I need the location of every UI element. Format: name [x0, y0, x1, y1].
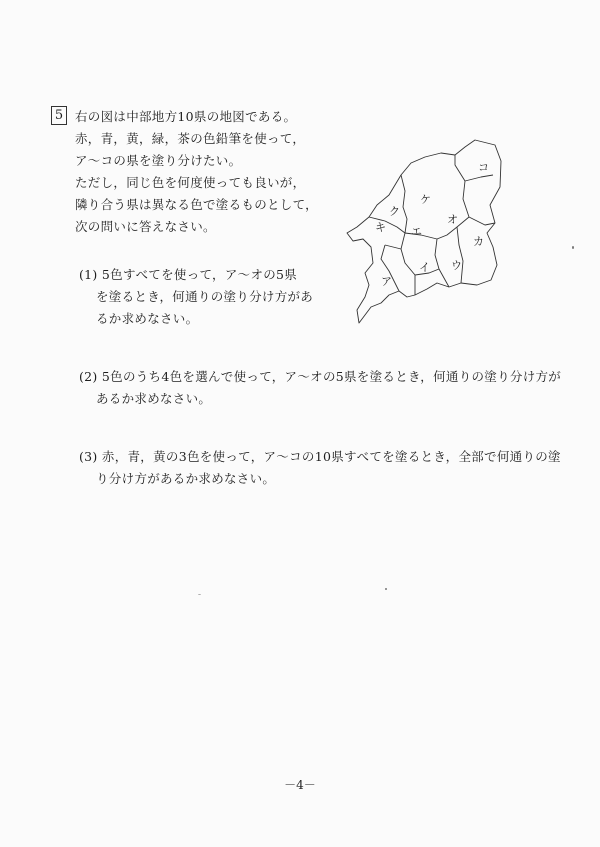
subquestion-1-line-3: るか求めなさい。	[96, 311, 199, 326]
map-label-ko: コ	[478, 161, 489, 174]
scan-speck	[198, 594, 201, 595]
map-label-u: ウ	[451, 259, 462, 272]
subquestion-3-label: (3)	[79, 449, 98, 464]
subquestion-2-line-2: あるか求めなさい。	[96, 391, 212, 406]
map-label-ka: カ	[473, 235, 484, 248]
intro-line-3: ア〜コの県を塗り分けたい。	[75, 153, 242, 168]
subquestion-2-text-1: 5色のうち4色を選んで使って，ア〜オの5県を塗るとき，何通りの塗り分け方が	[101, 369, 562, 384]
page-number: －4－	[284, 778, 316, 792]
subquestion-3-line-2: り分け方があるか求めなさい。	[96, 471, 276, 486]
intro-line-4: ただし，同じ色を何度使っても良いが，	[75, 175, 306, 190]
subquestion-1-label: (1)	[79, 267, 98, 282]
subquestion-2-line-1	[79, 367, 561, 385]
map-label-o: オ	[447, 213, 458, 226]
intro-line-1: 右の図は中部地方10県の地図である。	[75, 109, 297, 124]
subquestion-3-line-1	[79, 447, 561, 465]
chubu-map	[345, 135, 575, 335]
map-label-i: イ	[419, 261, 430, 274]
scan-speck	[572, 246, 574, 249]
subquestion-1-text-1: 5色すべてを使って，ア〜オの5県	[101, 267, 298, 282]
subquestion-1-line-1	[79, 265, 297, 283]
map-label-e: エ	[411, 225, 422, 238]
scan-speck	[385, 588, 387, 590]
intro-line-2: 赤，青，黄，緑，茶の色鉛筆を使って，	[75, 131, 306, 146]
map-label-a: ア	[381, 275, 392, 288]
map-label-ku: ク	[389, 205, 400, 218]
subquestion-3-text-1: 赤，青，黄の3色を使って，ア〜コの10県すべてを塗るとき，全部で何通りの塗	[101, 449, 561, 464]
subquestion-1-line-2: を塗るとき，何通りの塗り分け方があ	[96, 289, 314, 304]
subquestion-2-label: (2)	[79, 369, 98, 384]
intro-line-6: 次の問いに答えなさい。	[75, 219, 216, 234]
map-label-ki: キ	[375, 221, 386, 234]
intro-line-5: 隣り合う県は異なる色で塗るものとして，	[75, 197, 318, 212]
question-number-box: 5	[51, 106, 67, 125]
map-label-ke: ケ	[420, 193, 431, 206]
